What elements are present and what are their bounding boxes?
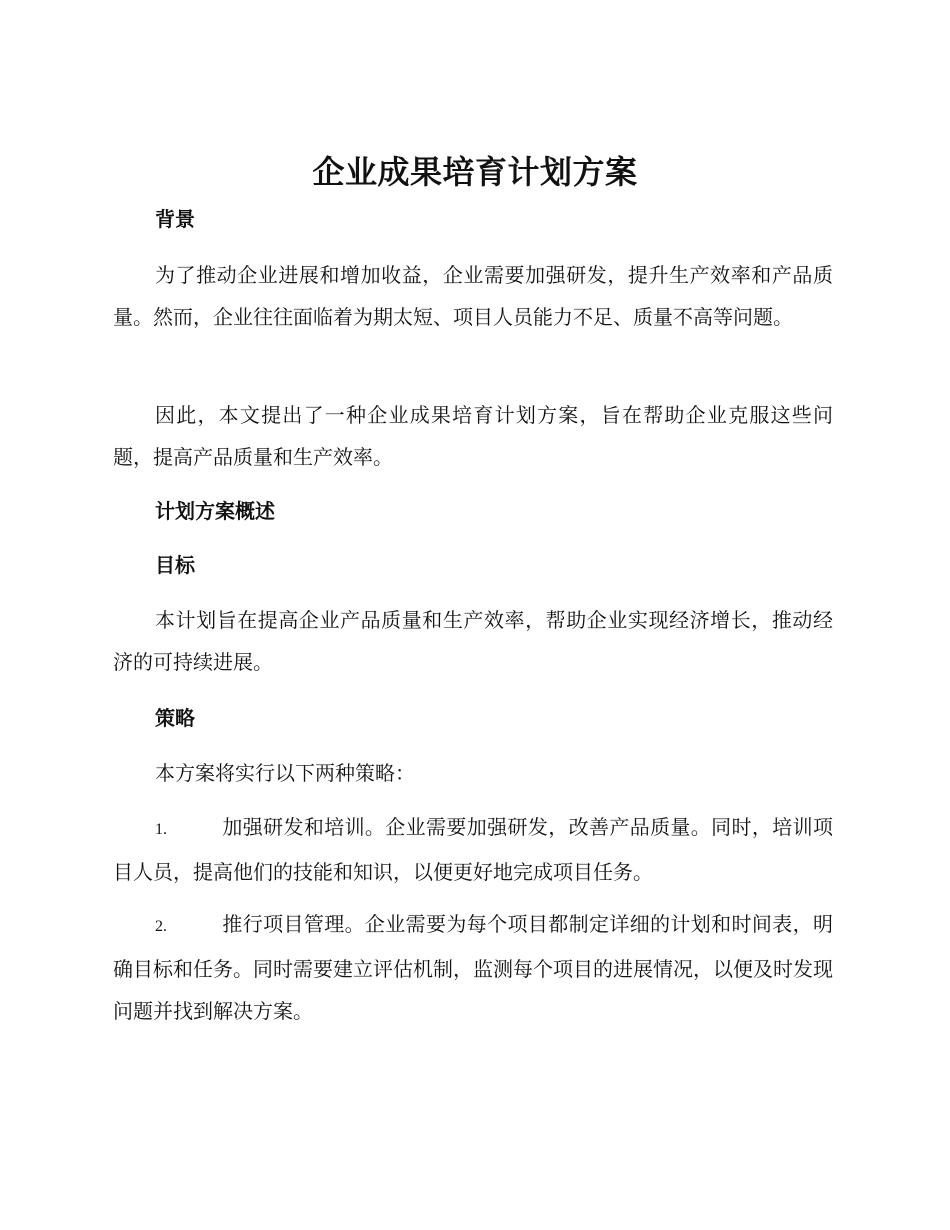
list-number: 1. [155,821,167,838]
heading-strategy: 策略 [155,706,195,730]
list-item-strategy-1 [113,806,833,893]
heading-goal: 目标 [155,553,195,577]
paragraph-goal: 本计划旨在提高企业产品质量和生产效率，帮助企业实现经济增长，推动经济的可持续进展。 [113,608,833,674]
list-item-text: 推行项目管理。企业需要为每个项目都制定详细的计划和时间表，明确目标和任务。同时需要建立评估机制，监测每个项目的进展情况，以便及时发现问题并找到解决方案。 [113,912,833,1023]
list-item-text: 加强研发和培训。企业需要加强研发，改善产品质量。同时，培训项目人员，提高他们的技能和知识，以便更好地完成项目任务。 [113,815,833,884]
document-title: 企业成果培育计划方案 [312,153,638,191]
list-number: 2. [155,918,167,935]
heading-background: 背景 [155,207,195,231]
paragraph-strategy-intro: 本方案将实行以下两种策略： [155,761,415,785]
list-item-strategy-2 [113,903,833,1032]
heading-plan-overview: 计划方案概述 [155,499,275,523]
paragraph-background-2: 因此，本文提出了一种企业成果培育计划方案，旨在帮助企业克服这些问题，提高产品质量和生产效率。 [113,403,833,469]
paragraph-background-1: 为了推动企业进展和增加收益，企业需要加强研发，提升生产效率和产品质量。然而，企业往往面临着为期太短、项目人员能力不足、质量不高等问题。 [113,263,833,329]
